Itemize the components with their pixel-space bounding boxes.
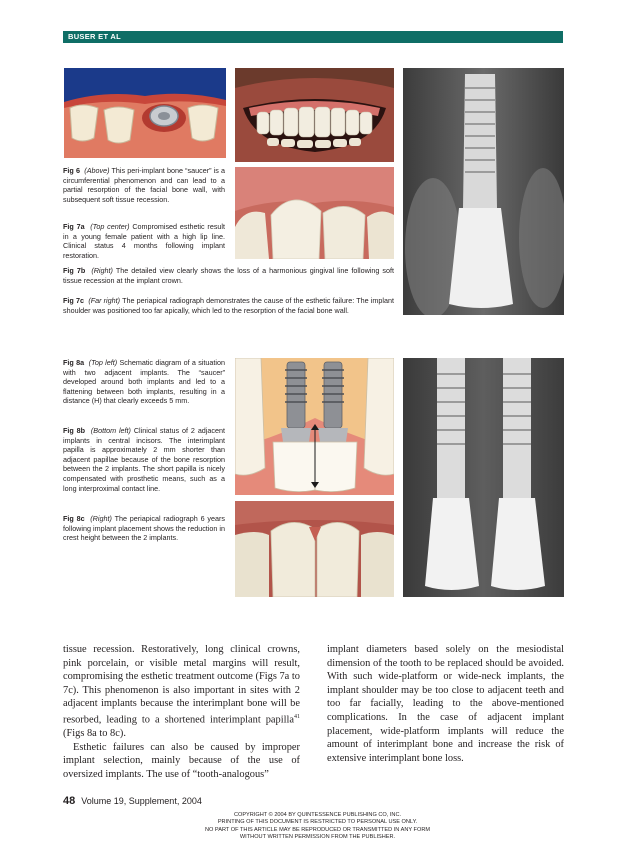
figure-7b-text: The detailed view clearly shows the loss of a harmonious gingival line following soft tissue recession at the implant crown. xyxy=(63,266,394,285)
copyright-line: NO PART OF THIS ARTICLE MAY BE REPRODUCED OR TRANSMITTED IN ANY FORM xyxy=(204,826,431,833)
figure-7b-label: Fig 7b xyxy=(63,266,86,275)
figure-8c-radiograph xyxy=(403,358,564,597)
figure-7b-position: (Right) xyxy=(91,266,113,275)
figure-6-schematic xyxy=(64,68,226,158)
copyright-line: PRINTING OF THIS DOCUMENT IS RESTRICTED TO PERSONAL USE ONLY. xyxy=(217,819,418,826)
figure-6-caption xyxy=(63,166,225,204)
journal-citation: Volume 19, Supplement, 2004 xyxy=(81,796,202,806)
figure-8b-label: Fig 8b xyxy=(63,426,86,435)
page-footer xyxy=(63,795,202,807)
figure-8b-caption xyxy=(63,426,225,493)
figure-7a-text: Compromised esthetic result in a young female patient with a high lip line. Clinical status 4 months following implant restoration. xyxy=(63,222,226,260)
copyright-notice xyxy=(150,812,485,842)
figure-7a-label: Fig 7a xyxy=(63,222,85,231)
figure-7b-caption xyxy=(63,266,394,285)
figure-7a-caption xyxy=(63,222,225,260)
figure-7b-gingival-detail-photo xyxy=(235,167,394,259)
reference-superscript: 41 xyxy=(294,713,300,720)
copyright-line: COPYRIGHT © 2004 BY QUINTESSENCE PUBLISHING CO, INC. xyxy=(233,812,402,818)
figure-8a-position: (Top left) xyxy=(88,358,118,367)
figure-8b-clinical-photo xyxy=(235,501,394,597)
figure-8a-schematic xyxy=(235,358,394,495)
figure-7c-position: (Far right) xyxy=(88,296,121,305)
running-header-label: BUSER ET AL xyxy=(68,32,122,41)
figure-6-text: This peri-implant bone “saucer” is a circumferential phenomenon and can lead to a partial resorption of the facial bone wall, with subsequent soft tissue recession. xyxy=(63,166,226,204)
figure-8a-caption xyxy=(63,358,225,406)
figure-7c-text: The periapical radiograph demonstrates the cause of the esthetic failure: The implant shoulder was positioned too far apically, which led to the resorption of the facial bone wall. xyxy=(63,296,394,315)
figure-8c-caption xyxy=(63,514,225,543)
body-paragraph xyxy=(63,643,300,741)
body-text: tissue recession. Restoratively, long clinical crowns, pink porcelain, or visible metal margins will result, compromising the esthetic treatment outcome (Figs 7a to 7c). This phenomenon is also important in sites with 2 adjacent implants because the interimplant bone will be resorbed, leading to a shortened interimplant papilla xyxy=(63,644,300,726)
figure-8b-text: Clinical status of 2 adjacent implants in central incisors. The interimplant papilla is approximately 2 mm shorter than adjacent papillae because of the bone resorption between the 2 implants. The short papilla is nicely compensated with prosthetic means, such as a long interproximal contact line. xyxy=(63,426,225,493)
figure-8a-text: Schematic diagram of a situation with two adjacent implants. The “saucer” developed around both implants and led to a flattening between both implants, resulting in a distance (H) that clearly exceeds 5 mm. xyxy=(63,358,225,406)
copyright-line: WITHOUT WRITTEN PERMISSION FROM THE PUBLISHER. xyxy=(239,834,396,841)
figure-8a-label: Fig 8a xyxy=(63,358,85,367)
body-column-right xyxy=(327,643,564,765)
body-column-left xyxy=(63,643,300,781)
running-header-bar xyxy=(63,31,563,43)
figure-8b-position: (Bottom left) xyxy=(90,426,131,435)
figure-7c-label: Fig 7c xyxy=(63,296,84,305)
figure-6-label: Fig 6 xyxy=(63,166,80,175)
figure-6-position: (Above) xyxy=(84,166,110,175)
figure-8c-position: (Right) xyxy=(90,514,112,523)
figure-7c-radiograph xyxy=(403,68,564,315)
figure-7a-smile-photo xyxy=(235,68,394,162)
body-text: (Figs 8a to 8c). xyxy=(63,728,126,740)
page-number: 48 xyxy=(63,795,76,807)
body-paragraph: implant diameters based solely on the mesiodistal dimension of the tooth to be replaced should be avoided. With such wide-platform or wide-neck implants, the implant shoulder may be too close to adjacent teeth and too far facially, leading to the above-mentioned complications. In the case of adjacent implant placement, wide-platform implants will reduce the amount of interimplant bone and increase the risk of extensive interimplant bone loss. xyxy=(327,644,564,764)
figure-7a-position: (Top center) xyxy=(90,222,130,231)
figure-7c-caption xyxy=(63,296,394,315)
figure-8c-label: Fig 8c xyxy=(63,514,85,523)
body-paragraph: Esthetic failures can also be caused by improper implant selection, mainly because of the use of oversized implants. The use of “tooth-analogous” xyxy=(63,741,300,780)
figure-8c-text: The periapical radiograph 6 years following implant placement shows the reduction in crest height between the 2 implants. xyxy=(63,514,225,543)
